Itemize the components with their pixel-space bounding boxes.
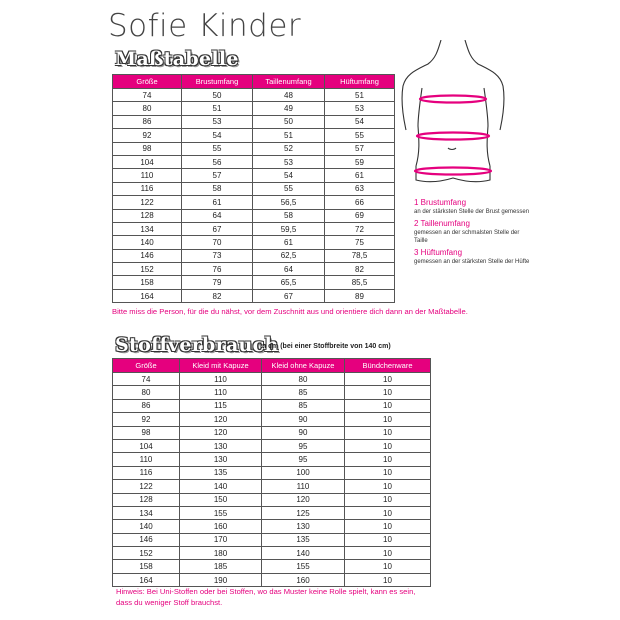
table-row xyxy=(113,129,395,142)
table-cell: 80 xyxy=(262,373,345,386)
table-cell: 160 xyxy=(180,520,262,533)
column-header: Kleid ohne Kapuze xyxy=(262,359,345,373)
table-cell: 82 xyxy=(325,263,395,276)
legend-title: 1 Brustumfang xyxy=(414,198,467,207)
table-header-row xyxy=(113,359,431,373)
table-row xyxy=(113,466,431,479)
table-cell: 92 xyxy=(113,129,182,142)
table-row xyxy=(113,236,395,249)
table-cell: 67 xyxy=(253,289,325,302)
table-cell: 78,5 xyxy=(325,249,395,262)
table-cell: 150 xyxy=(180,493,262,506)
table-cell: 122 xyxy=(113,480,180,493)
table-cell: 63 xyxy=(325,182,395,195)
table-row xyxy=(113,493,431,506)
table-cell: 110 xyxy=(262,480,345,493)
table-cell: 170 xyxy=(180,533,262,546)
table-cell: 61 xyxy=(182,196,253,209)
table-row xyxy=(113,102,395,115)
table-row xyxy=(113,480,431,493)
table-row xyxy=(113,386,431,399)
table-cell: 10 xyxy=(345,480,431,493)
table-row xyxy=(113,439,431,452)
table-cell: 50 xyxy=(253,115,325,128)
table-cell: 53 xyxy=(253,155,325,168)
table-row xyxy=(113,89,395,102)
table-cell: 56 xyxy=(182,155,253,168)
table-cell: 10 xyxy=(345,453,431,466)
column-header: Hüftumfang xyxy=(325,75,395,89)
table-cell: 53 xyxy=(182,115,253,128)
table-cell: 146 xyxy=(113,533,180,546)
table-cell: 53 xyxy=(325,102,395,115)
masstabelle-title: Maßtabelle xyxy=(115,48,239,70)
table-cell: 140 xyxy=(180,480,262,493)
table-cell: 10 xyxy=(345,373,431,386)
table-cell: 70 xyxy=(182,236,253,249)
table-cell: 57 xyxy=(325,142,395,155)
table-cell: 52 xyxy=(253,142,325,155)
table-cell: 86 xyxy=(113,399,180,412)
table-cell: 10 xyxy=(345,413,431,426)
table-cell: 164 xyxy=(113,573,180,586)
table-cell: 128 xyxy=(113,209,182,222)
table-cell: 10 xyxy=(345,439,431,452)
table-cell: 67 xyxy=(182,222,253,235)
table-cell: 146 xyxy=(113,249,182,262)
table-cell: 135 xyxy=(180,466,262,479)
column-header: Bündchenware xyxy=(345,359,431,373)
table-row xyxy=(113,413,431,426)
column-header: Größe xyxy=(113,359,180,373)
table-cell: 98 xyxy=(113,426,180,439)
table-cell: 120 xyxy=(262,493,345,506)
table-cell: 59 xyxy=(325,155,395,168)
table-cell: 76 xyxy=(182,263,253,276)
legend-description: gemessen an der schmalsten Stelle der Taille xyxy=(414,230,520,244)
table-row xyxy=(113,547,431,560)
table-row xyxy=(113,289,395,302)
table-cell: 95 xyxy=(262,453,345,466)
table-cell: 120 xyxy=(180,413,262,426)
figure-right-outline xyxy=(465,40,504,130)
table-cell: 10 xyxy=(345,426,431,439)
legend-title: 2 Taillenumfang xyxy=(414,219,470,228)
stoffverbrauch-subtitle: in cm (bei einer Stoffbreite von 140 cm) xyxy=(260,343,391,350)
table-row xyxy=(113,115,395,128)
table-cell: 110 xyxy=(113,453,180,466)
table-cell: 116 xyxy=(113,182,182,195)
table-cell: 54 xyxy=(253,169,325,182)
table-cell: 61 xyxy=(325,169,395,182)
table-cell: 10 xyxy=(345,533,431,546)
table-cell: 64 xyxy=(182,209,253,222)
table-cell: 180 xyxy=(180,547,262,560)
table-row xyxy=(113,182,395,195)
note-line: Hinweis: Bei Uni-Stoffen oder bei Stoffen, wo das Muster keine Rolle spielt, kann es sein, xyxy=(116,587,416,596)
note-line: dass du weniger Stoff brauchst. xyxy=(116,598,223,607)
table-cell: 74 xyxy=(113,89,182,102)
table-cell: 130 xyxy=(180,439,262,452)
stoffverbrauch-title: Stoffverbrauch xyxy=(115,334,279,356)
table-cell: 65,5 xyxy=(253,276,325,289)
table-cell: 10 xyxy=(345,399,431,412)
table-cell: 80 xyxy=(113,102,182,115)
masstabelle-table xyxy=(112,74,395,303)
table-row xyxy=(113,169,395,182)
table-row xyxy=(113,209,395,222)
table-cell: 55 xyxy=(253,182,325,195)
table-cell: 155 xyxy=(180,506,262,519)
table-cell: 74 xyxy=(113,373,180,386)
table-cell: 134 xyxy=(113,506,180,519)
table-cell: 72 xyxy=(325,222,395,235)
table-row xyxy=(113,249,395,262)
table-cell: 85 xyxy=(262,386,345,399)
table-cell: 110 xyxy=(180,386,262,399)
figure-navel xyxy=(448,148,456,150)
column-header: Größe xyxy=(113,75,182,89)
table-row xyxy=(113,453,431,466)
table-cell: 116 xyxy=(113,466,180,479)
legend-title: 3 Hüftumfang xyxy=(414,248,463,257)
column-header: Taillenumfang xyxy=(253,75,325,89)
table-cell: 75 xyxy=(325,236,395,249)
table-row xyxy=(113,263,395,276)
table-cell: 49 xyxy=(253,102,325,115)
table-cell: 80 xyxy=(113,386,180,399)
table-cell: 10 xyxy=(345,560,431,573)
table-cell: 190 xyxy=(180,573,262,586)
table-row xyxy=(113,520,431,533)
table-cell: 115 xyxy=(180,399,262,412)
table-cell: 89 xyxy=(325,289,395,302)
table-cell: 58 xyxy=(182,182,253,195)
table-cell: 125 xyxy=(262,506,345,519)
table-cell: 104 xyxy=(113,155,182,168)
brustumfang-marker xyxy=(420,96,486,103)
brand-title: Sofie Kinder xyxy=(108,8,302,44)
table-cell: 122 xyxy=(113,196,182,209)
taillenumfang-marker xyxy=(417,133,489,140)
table-cell: 57 xyxy=(182,169,253,182)
measurement-legend xyxy=(414,198,534,269)
table-cell: 59,5 xyxy=(253,222,325,235)
table-cell: 152 xyxy=(113,263,182,276)
figure-left-outline xyxy=(402,40,441,130)
table-cell: 10 xyxy=(345,386,431,399)
table-cell: 51 xyxy=(325,89,395,102)
table-cell: 85 xyxy=(262,399,345,412)
table-cell: 158 xyxy=(113,276,182,289)
table-row xyxy=(113,399,431,412)
table-cell: 130 xyxy=(262,520,345,533)
table-cell: 56,5 xyxy=(253,196,325,209)
table-row xyxy=(113,560,431,573)
table-cell: 155 xyxy=(262,560,345,573)
table-cell: 51 xyxy=(182,102,253,115)
table-cell: 55 xyxy=(182,142,253,155)
table-cell: 110 xyxy=(180,373,262,386)
table-row xyxy=(113,142,395,155)
table-cell: 95 xyxy=(262,439,345,452)
table-cell: 158 xyxy=(113,560,180,573)
table-row xyxy=(113,573,431,586)
body-measurement-figure xyxy=(398,40,508,195)
table-cell: 66 xyxy=(325,196,395,209)
table-cell: 10 xyxy=(345,573,431,586)
table-row xyxy=(113,426,431,439)
table-cell: 185 xyxy=(180,560,262,573)
legend-item xyxy=(414,248,534,266)
table-cell: 90 xyxy=(262,426,345,439)
table-row xyxy=(113,506,431,519)
table-cell: 98 xyxy=(113,142,182,155)
table-row xyxy=(113,373,431,386)
table-cell: 85,5 xyxy=(325,276,395,289)
legend-description: an der stärksten Stelle der Brust gemessen xyxy=(414,209,530,215)
column-header: Kleid mit Kapuze xyxy=(180,359,262,373)
table-cell: 10 xyxy=(345,493,431,506)
table-cell: 135 xyxy=(262,533,345,546)
table-cell: 110 xyxy=(113,169,182,182)
legend-item xyxy=(414,219,534,245)
table-cell: 86 xyxy=(113,115,182,128)
stoffverbrauch-note xyxy=(116,586,415,608)
table-cell: 54 xyxy=(325,115,395,128)
table-cell: 51 xyxy=(253,129,325,142)
hueftumfang-marker xyxy=(415,168,491,175)
table-cell: 10 xyxy=(345,520,431,533)
table-cell: 10 xyxy=(345,506,431,519)
table-cell: 64 xyxy=(253,263,325,276)
table-row xyxy=(113,533,431,546)
table-cell: 10 xyxy=(345,466,431,479)
table-cell: 140 xyxy=(113,236,182,249)
legend-item xyxy=(414,198,534,216)
table-cell: 10 xyxy=(345,547,431,560)
table-cell: 55 xyxy=(325,129,395,142)
table-cell: 120 xyxy=(180,426,262,439)
table-header-row xyxy=(113,75,395,89)
table-cell: 73 xyxy=(182,249,253,262)
table-cell: 54 xyxy=(182,129,253,142)
table-cell: 134 xyxy=(113,222,182,235)
table-cell: 160 xyxy=(262,573,345,586)
table-cell: 140 xyxy=(262,547,345,560)
table-cell: 58 xyxy=(253,209,325,222)
table-cell: 140 xyxy=(113,520,180,533)
table-row xyxy=(113,276,395,289)
table-cell: 48 xyxy=(253,89,325,102)
legend-description: gemessen an der stärksten Stelle der Hüfte xyxy=(414,259,530,265)
table-cell: 82 xyxy=(182,289,253,302)
table-cell: 50 xyxy=(182,89,253,102)
table-cell: 90 xyxy=(262,413,345,426)
table-cell: 130 xyxy=(180,453,262,466)
column-header: Brustumfang xyxy=(182,75,253,89)
table-cell: 164 xyxy=(113,289,182,302)
table-cell: 92 xyxy=(113,413,180,426)
table-cell: 69 xyxy=(325,209,395,222)
table-cell: 62,5 xyxy=(253,249,325,262)
table-cell: 79 xyxy=(182,276,253,289)
table-cell: 128 xyxy=(113,493,180,506)
table-cell: 152 xyxy=(113,547,180,560)
stoffverbrauch-table xyxy=(112,358,431,587)
masstabelle-note: Bitte miss die Person, für die du nähst, vor dem Zuschnitt aus und orientiere dich dann an der Maßtabelle. xyxy=(112,307,468,316)
table-cell: 61 xyxy=(253,236,325,249)
table-cell: 104 xyxy=(113,439,180,452)
table-cell: 100 xyxy=(262,466,345,479)
table-row xyxy=(113,196,395,209)
table-row xyxy=(113,222,395,235)
table-row xyxy=(113,155,395,168)
